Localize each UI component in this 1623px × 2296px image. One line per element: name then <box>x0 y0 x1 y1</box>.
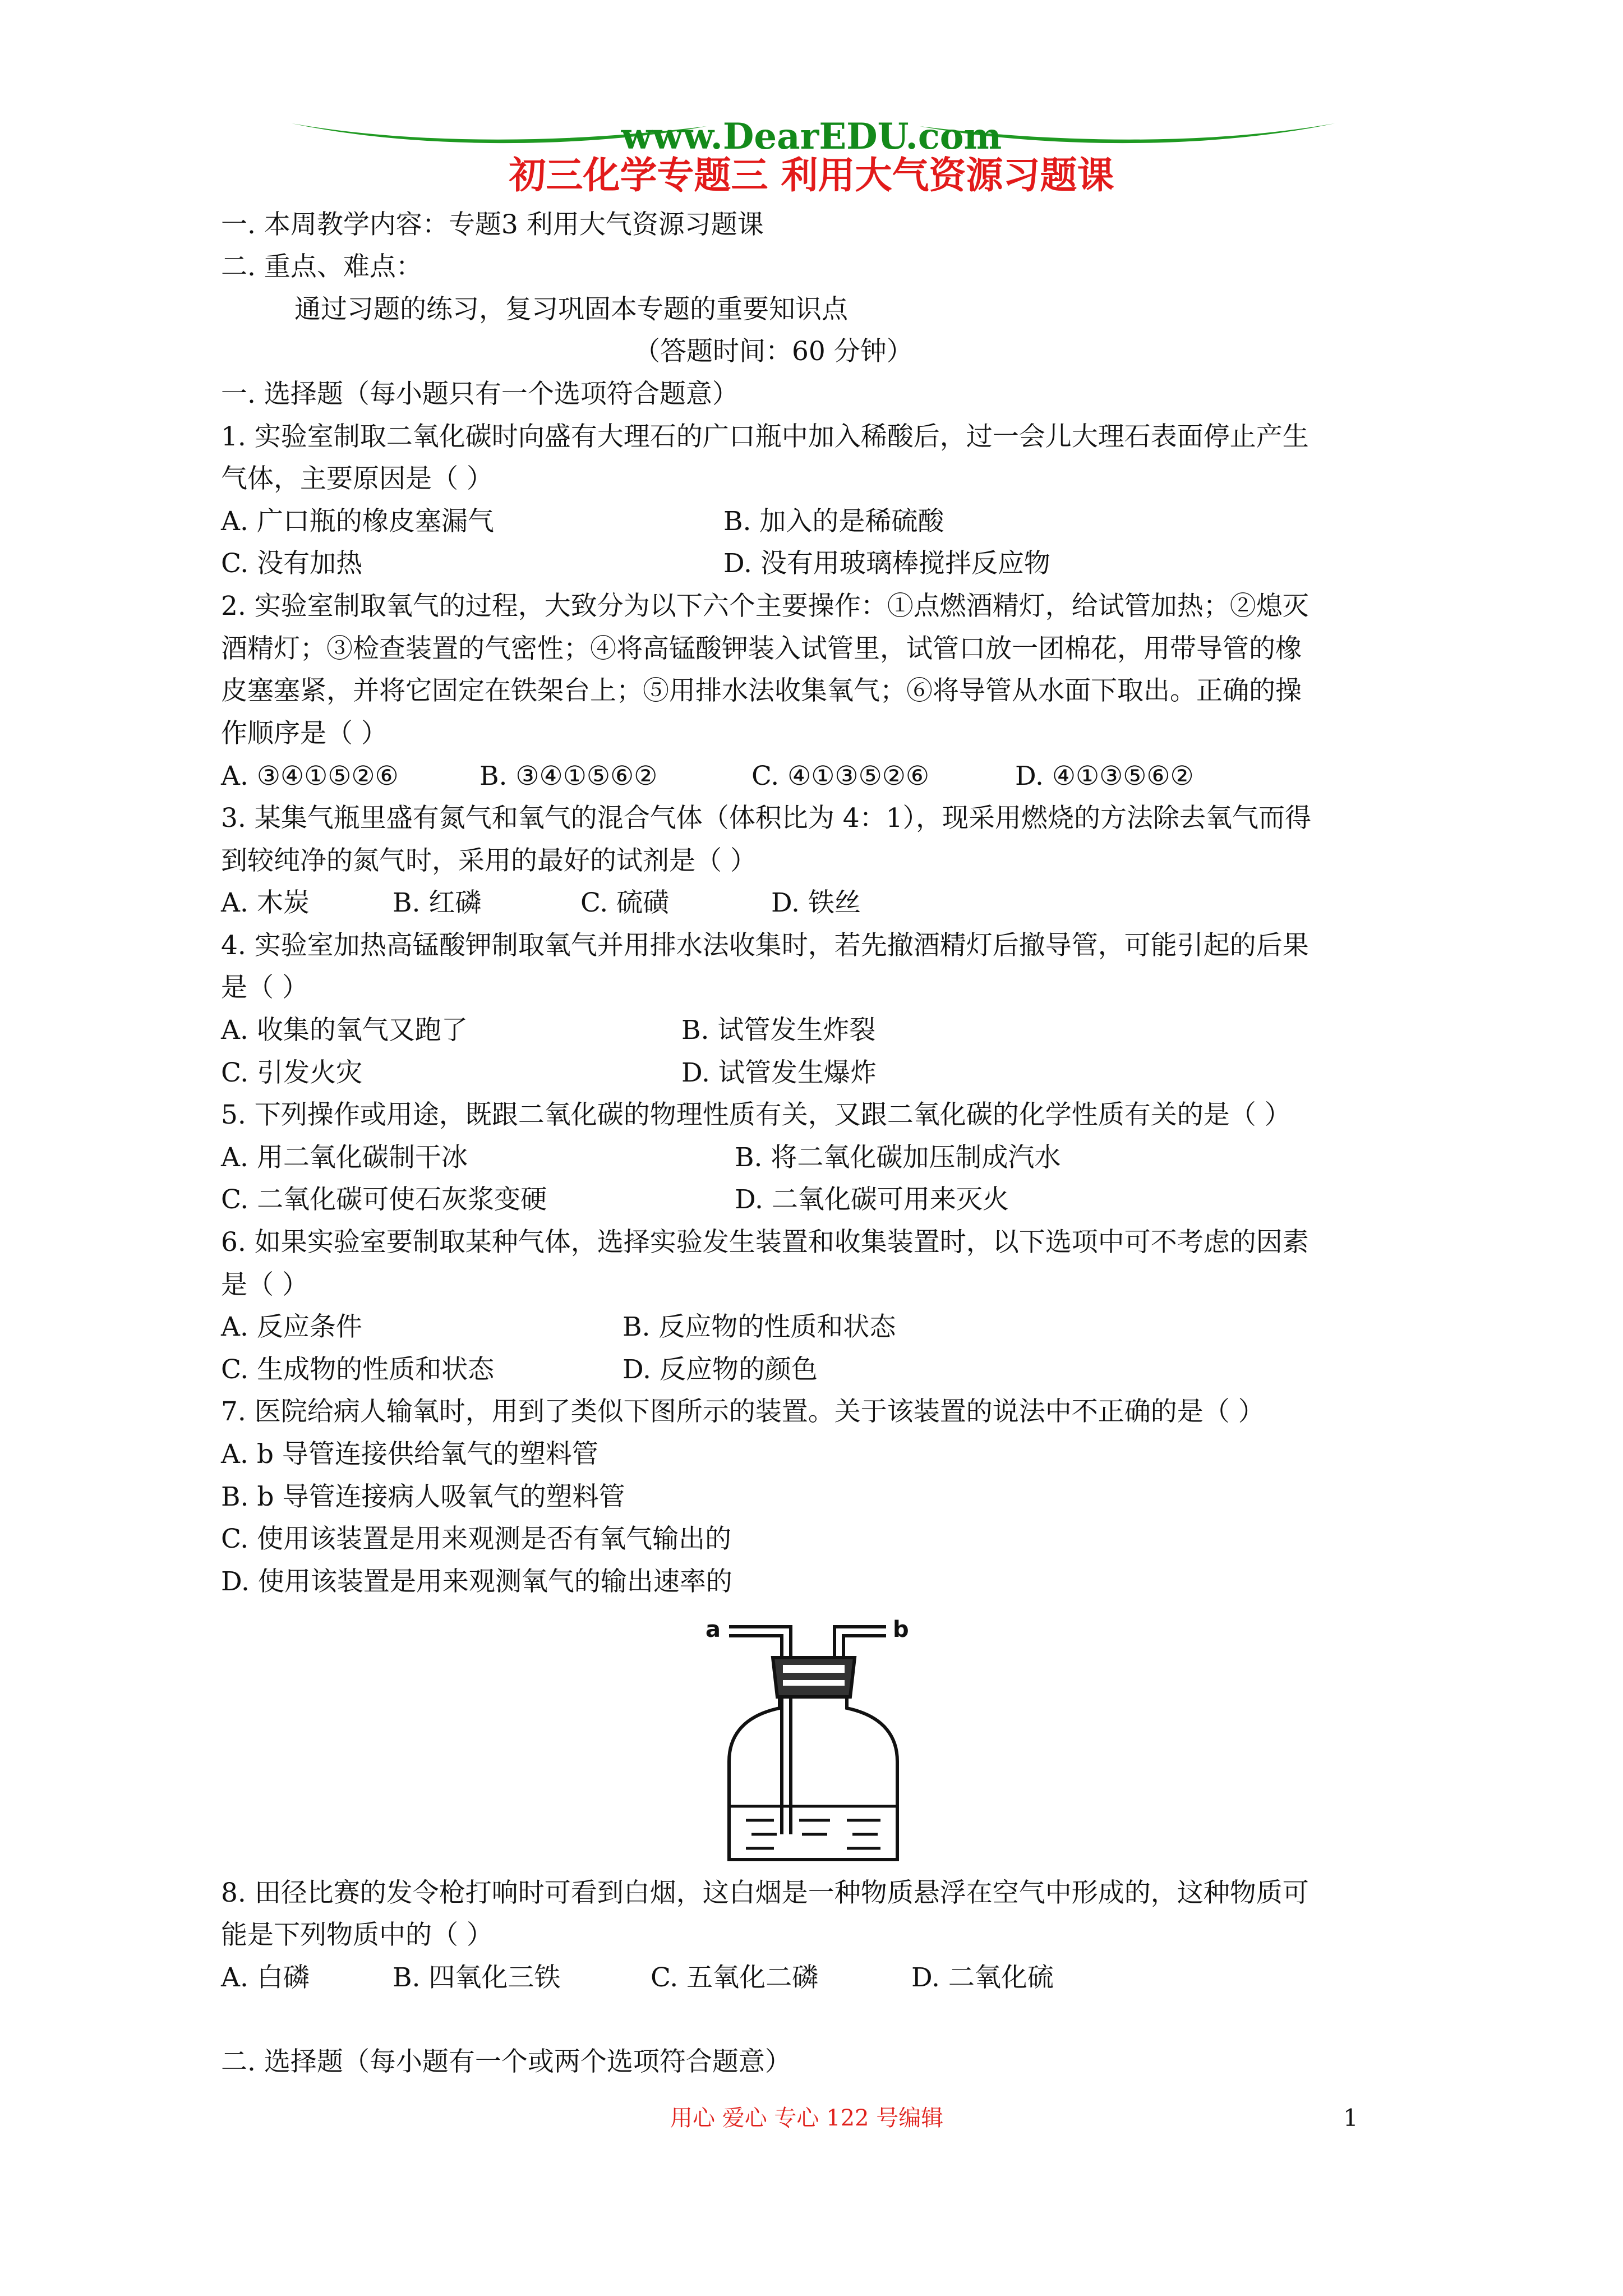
option-a: A. 反应条件 <box>221 1312 362 1342</box>
question-stem: 能是下列物质中的（ ） <box>221 1920 493 1950</box>
option-b: B. 四氧化三铁 <box>393 1962 561 1993</box>
question-stem: 2. 实验室制取氧气的过程，大致分为以下六个主要操作：①点燃酒精灯，给试管加热；②熄灭 <box>221 591 1309 622</box>
tube-label-a: a <box>706 1617 721 1642</box>
question-stem: 6. 如果实验室要制取某种气体，选择实验发生装置和收集装置时，以下选项中可不考虑的因素 <box>221 1227 1309 1258</box>
question-stem: 酒精灯；③检查装置的气密性；④将高锰酸钾装入试管里，试管口放一团棉花，用带导管的橡 <box>221 633 1302 664</box>
option-d: D. 试管发生爆炸 <box>681 1057 877 1088</box>
option-a: A. 用二氧化碳制干冰 <box>221 1142 468 1173</box>
option-c: C. 硫磺 <box>580 887 670 918</box>
intro-line: 通过习题的练习，复习巩固本专题的重要知识点 <box>294 294 848 325</box>
intro-line: 一. 本周教学内容：专题3 利用大气资源习题课 <box>221 209 764 240</box>
option-a: A. ③④①⑤②⑥ <box>221 761 399 792</box>
question-stem: 皮塞塞紧，并将它固定在铁架台上；⑤用排水法收集氧气；⑥将导管从水面下取出。正确的操 <box>221 675 1302 706</box>
option-b: B. 加入的是稀硫酸 <box>723 506 944 537</box>
question-stem: 7. 医院给病人输氧时，用到了类似下图所示的装置。关于该装置的说法中不正确的是（ ） <box>221 1396 1265 1427</box>
question-stem: 4. 实验室加热高锰酸钾制取氧气并用排水法收集时，若先撤酒精灯后撤导管，可能引起的后果 <box>221 930 1309 961</box>
option-c: C. 引发火灾 <box>221 1057 363 1088</box>
option-d: D. 铁丝 <box>771 887 861 918</box>
option-d: D. 没有用玻璃棒搅拌反应物 <box>723 548 1050 579</box>
question-stem: 8. 田径比赛的发令枪打响时可看到白烟，这白烟是一种物质悬浮在空气中形成的，这种物质可 <box>221 1878 1309 1908</box>
option-b: B. 红磷 <box>393 887 482 918</box>
tube-label-b: b <box>893 1617 909 1642</box>
question-stem: 到较纯净的氮气时，采用的最好的试剂是（ ） <box>221 845 757 876</box>
option-a: A. b 导管连接供给氧气的塑料管 <box>221 1439 598 1470</box>
answer-time: （答题时间：60 分钟） <box>634 336 913 367</box>
gas-washing-bottle-figure <box>695 1604 931 1874</box>
option-c: C. 生成物的性质和状态 <box>221 1354 495 1385</box>
intro-line: 二. 重点、难点： <box>221 251 422 282</box>
question-stem: 3. 某集气瓶里盛有氮气和氧气的混合气体（体积比为 4：1），现采用燃烧的方法除去氧气而得 <box>221 803 1312 834</box>
footer-text: 用心 爱心 专心 122 号编辑 <box>670 2105 944 2131</box>
question-stem: 作顺序是（ ） <box>221 718 388 749</box>
question-stem: 是（ ） <box>221 972 308 1003</box>
option-b: B. ③④①⑤⑥② <box>479 761 658 792</box>
option-a: A. 收集的氧气又跑了 <box>221 1015 468 1046</box>
question-stem: 气体，主要原因是（ ） <box>221 463 493 494</box>
option-a: A. 白磷 <box>221 1962 310 1993</box>
option-c: C. 五氧化二磷 <box>651 1962 819 1993</box>
option-a: A. 木炭 <box>221 887 310 918</box>
option-d: D. 二氧化碳可用来灭火 <box>735 1184 1009 1215</box>
page-number: 1 <box>1343 2104 1358 2132</box>
site-logo-text: www.DearEDU.com <box>621 116 1002 158</box>
option-d: D. 反应物的颜色 <box>623 1354 818 1385</box>
option-c: C. 二氧化碳可使石灰浆变硬 <box>221 1184 547 1215</box>
option-c: C. 使用该装置是用来观测是否有氧气输出的 <box>221 1524 732 1554</box>
option-b: B. 反应物的性质和状态 <box>623 1312 896 1342</box>
option-d: D. ④①③⑤⑥② <box>1015 761 1194 792</box>
option-d: D. 二氧化硫 <box>911 1962 1054 1993</box>
question-stem: 是（ ） <box>221 1269 308 1300</box>
section-heading: 一. 选择题（每小题只有一个选项符合题意） <box>221 379 739 409</box>
option-b: B. 将二氧化碳加压制成汽水 <box>735 1142 1061 1173</box>
option-b: B. b 导管连接病人吸氧气的塑料管 <box>221 1481 625 1512</box>
option-c: C. ④①③⑤②⑥ <box>751 761 929 792</box>
option-d: D. 使用该装置是用来观测氧气的输出速率的 <box>221 1566 732 1597</box>
page-title: 初三化学专题三 利用大气资源习题课 <box>509 153 1114 197</box>
option-c: C. 没有加热 <box>221 548 363 579</box>
option-a: A. 广口瓶的橡皮塞漏气 <box>221 506 494 537</box>
question-stem: 1. 实验室制取二氧化碳时向盛有大理石的广口瓶中加入稀酸后，过一会儿大理石表面停止产生 <box>221 421 1309 452</box>
option-b: B. 试管发生炸裂 <box>681 1015 876 1046</box>
section-heading: 二. 选择题（每小题有一个或两个选项符合题意） <box>221 2046 791 2077</box>
question-stem: 5. 下列操作或用途，既跟二氧化碳的物理性质有关，又跟二氧化碳的化学性质有关的是（ ） <box>221 1099 1291 1130</box>
